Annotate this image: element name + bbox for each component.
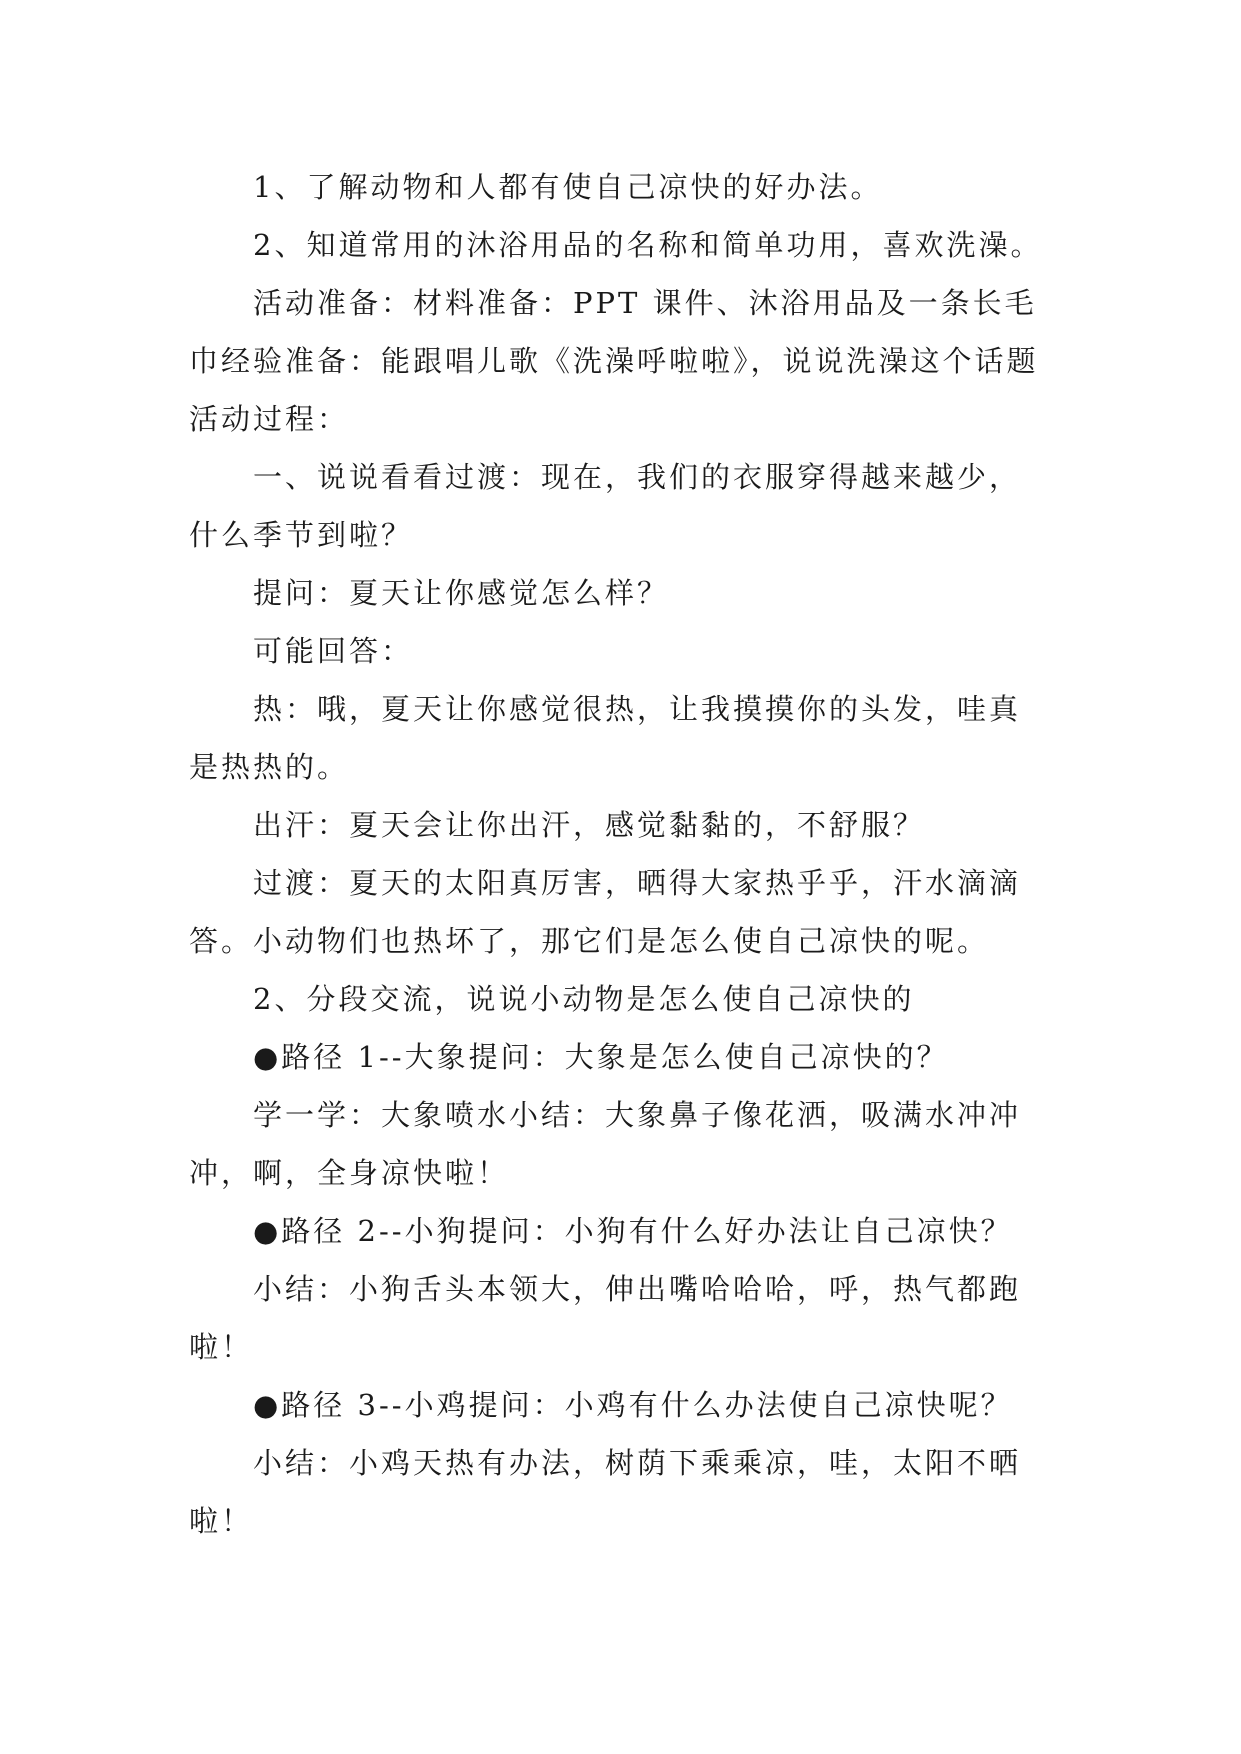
paragraph-question: 提问：夏天让你感觉怎么样？ bbox=[253, 576, 670, 610]
paragraph-possible-answers: 可能回答： bbox=[253, 634, 414, 668]
document-body bbox=[189, 158, 1049, 1550]
paragraph-path-dog: ●路径 2--小狗提问：小狗有什么好办法让自己凉快？ bbox=[253, 1214, 1013, 1248]
paragraph-chick-summary: 小结：小鸡天热有办法，树荫下乘乘凉，哇，太阳不晒啦！ bbox=[189, 1446, 1022, 1538]
paragraph-objective-2: 2、知道常用的沐浴用品的名称和简单功用，喜欢洗澡。 bbox=[253, 228, 1043, 262]
paragraph-transition: 过渡：夏天的太阳真厉害，晒得大家热乎乎，汗水滴滴答。小动物们也热坏了，那它们是怎么使自己凉快的呢。 bbox=[189, 866, 1022, 958]
paragraph-answer-hot: 热：哦，夏天让你感觉很热，让我摸摸你的头发，哇真是热热的。 bbox=[189, 692, 1022, 784]
paragraph-preparation: 活动准备：材料准备：PPT 课件、沐浴用品及一条长毛巾经验准备：能跟唱儿歌《洗澡呼啦啦》，说说洗澡这个话题活动过程： bbox=[189, 286, 1039, 436]
paragraph-dog-summary: 小结：小狗舌头本领大，伸出嘴哈哈哈，呼，热气都跑啦！ bbox=[189, 1272, 1022, 1364]
paragraph-section-two: 2、分段交流，说说小动物是怎么使自己凉快的 bbox=[253, 982, 915, 1016]
paragraph-answer-sweat: 出汗：夏天会让你出汗，感觉黏黏的，不舒服？ bbox=[253, 808, 926, 842]
paragraph-objective-1: 1、了解动物和人都有使自己凉快的好办法。 bbox=[253, 170, 883, 204]
paragraph-elephant-summary: 学一学：大象喷水小结：大象鼻子像花洒，吸满水冲冲冲，啊，全身凉快啦！ bbox=[189, 1098, 1022, 1190]
paragraph-path-chick: ●路径 3--小鸡提问：小鸡有什么办法使自己凉快呢？ bbox=[253, 1388, 1013, 1422]
paragraph-path-elephant: ●路径 1--大象提问：大象是怎么使自己凉快的？ bbox=[253, 1040, 949, 1074]
paragraph-section-one: 一、说说看看过渡：现在，我们的衣服穿得越来越少，什么季节到啦？ bbox=[189, 460, 1022, 552]
